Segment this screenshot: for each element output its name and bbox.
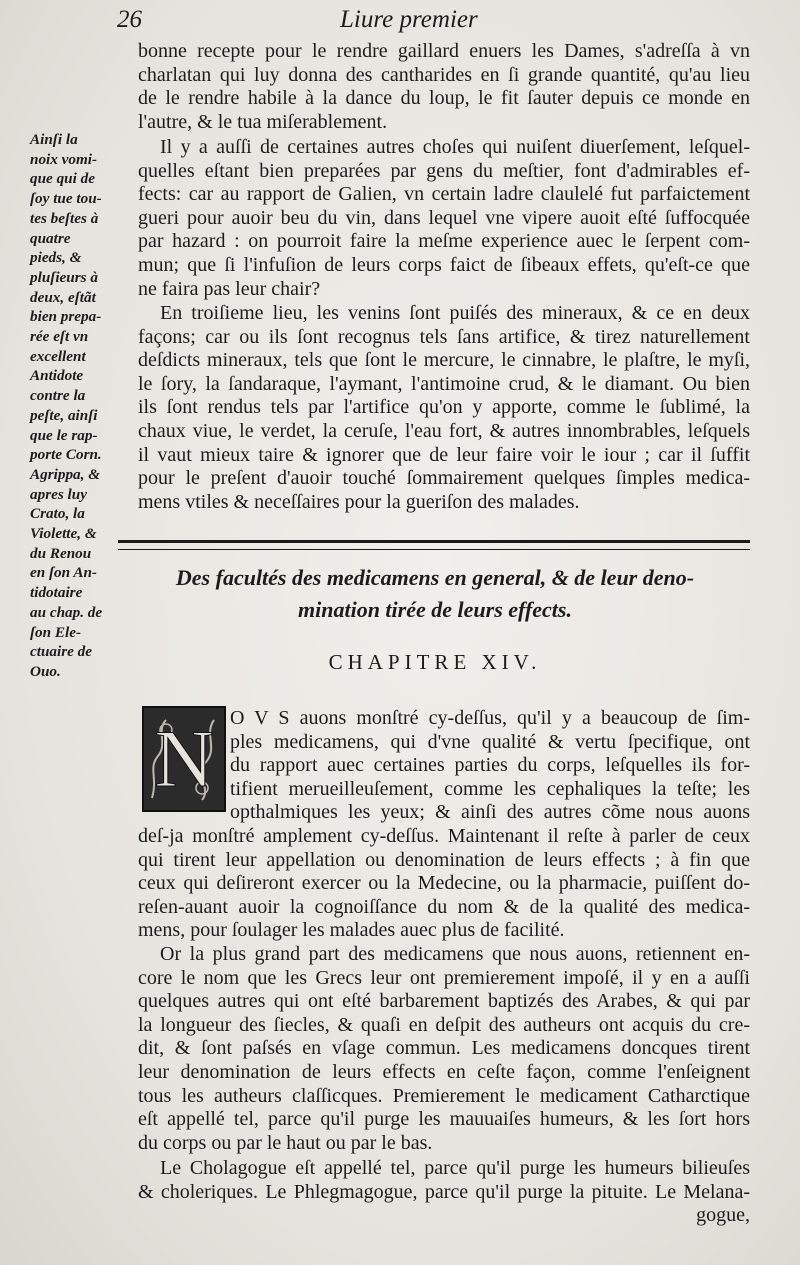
- margin-note-line: pieds, &: [30, 249, 82, 267]
- text-line: reſen-auant auoir la cognoiſſance du nom & de la qualité des medica-: [138, 895, 750, 918]
- margin-note-line: bien prepa-: [30, 308, 102, 326]
- margin-note: [30, 130, 114, 682]
- text-line: mun; que ſi l'infuſion de leurs corps faict de ſibeaux effets, qu'eſt-ce que: [138, 253, 750, 276]
- margin-note-line: Agrippa, &: [30, 465, 101, 483]
- section-rule: [118, 540, 750, 550]
- margin-note-line: en ſon An-: [30, 564, 97, 582]
- text-line: du corps ou par le haut ou par le bas.: [138, 1131, 433, 1154]
- margin-note-line: ctuaire de: [30, 643, 93, 661]
- svg-text:N: N: [154, 713, 214, 804]
- text-line: il vaut mieux taire & ignorer que de leur faire voir le iour ; car il ſuffit: [138, 443, 750, 466]
- text-line: l'autre, & le tua miſerablement.: [138, 110, 388, 133]
- margin-note-line: Ouo.: [30, 662, 61, 680]
- text-line: qui tirent leur appellation ou denomination de leurs effects ; à fin que: [138, 848, 750, 871]
- text-line: Il y a auſſi de certaines autres choſes qui nuiſent diuerſement, leſquel-: [160, 136, 750, 158]
- margin-note-line: peſte, ainſi: [30, 406, 98, 424]
- margin-note-line: contre la: [30, 387, 86, 405]
- text-line: dit, & ſont paſsés en vſage commun. Les medicamens doncques tirent: [138, 1037, 750, 1060]
- margin-note-line: noix vomi-: [30, 150, 98, 168]
- paragraph-3: [138, 302, 750, 514]
- text-line: quelques autres qui ont eſté barbarement baptizés des Arabes, & qui par: [138, 990, 750, 1013]
- margin-note-line: que le rap-: [30, 426, 98, 444]
- text-line: deſ-ja monſtré amplement cy-deſſus. Maintenant il reſte à parler de ceux: [138, 824, 750, 847]
- text-line: mens, pour ſoulager les malades auec plus de facilité.: [138, 919, 565, 942]
- text-line: ples medicamens, qui d'vne qualité & vertu ſpecifique, ont: [230, 730, 750, 753]
- text-line: Or la plus grand part des medicamens que nous auons, retiennent en-: [160, 943, 750, 965]
- margin-note-line: Ainſi la: [30, 131, 78, 148]
- text-line: ne faira pas leur chair?: [138, 277, 321, 300]
- margin-note-line: excellent: [30, 347, 86, 365]
- text-line: ils ſont rendus tels par l'artifice qu'on y apporte, comme le ſublimé, la: [138, 396, 750, 419]
- text-line: gogue,: [696, 1204, 750, 1227]
- paragraph-1: [138, 40, 750, 134]
- chapter-heading: CHAPITRE XIV.: [328, 650, 542, 674]
- margin-note-line: pluſieurs à: [30, 268, 98, 286]
- text-line: bonne recepte pour le rendre gaillard enuers les Dames, s'adreſſa à vn: [138, 40, 750, 62]
- margin-note-line: Crato, la: [30, 505, 85, 523]
- text-line: En troiſieme lieu, les venins ſont puiſés des mineraux, & ce en deux: [160, 302, 750, 324]
- text-line: & choleriques. Le Phlegmagogue, parce qu'il purge la pituite. Le Melana-: [138, 1180, 750, 1203]
- paragraph-5: [138, 943, 750, 1155]
- text-line: la longueur des ſiecles, & quaſi en deſpit des autheurs ont acquis du cre-: [138, 1013, 750, 1036]
- text-line: charlatan qui luy donna des cantharides en ſi grande quantité, qu'au lieu: [138, 63, 750, 86]
- text-line: Le Cholagogue eſt appellé tel, parce qu'il purge les humeurs bilieuſes: [160, 1157, 750, 1179]
- margin-note-line: ſon Ele-: [30, 623, 82, 641]
- section-title-line: mination tirée de leurs effects.: [298, 597, 572, 622]
- text-line: tifient merueilleuſement, comme les cephaliques la teſte; les: [230, 777, 750, 800]
- paragraph-6: [138, 1157, 750, 1228]
- margin-note-line: Violette, &: [30, 525, 97, 543]
- text-line: deſdicts mineraux, tels que ſont le mercure, le cinnabre, le plaſtre, le myſi,: [138, 349, 750, 372]
- text-line: le ſory, la ſandaraque, l'aymant, l'antimoine crud, & le diamant. Ou bien: [138, 372, 750, 395]
- text-line: eſt appellé tel, parce qu'il purge les mauuaiſes humeurs, & les ſort hors: [138, 1108, 750, 1131]
- paragraph-2: [138, 136, 750, 301]
- text-line: ceux qui deſireront exercer ou la Medecine, ou la pharmacie, puiſſent do-: [138, 872, 750, 895]
- section-title-line: Des facultés des medicamens en general, & de leur deno-: [175, 565, 695, 590]
- text-line: tous les autheurs claſſicques. Premierement le medicament Catharctique: [138, 1084, 750, 1107]
- margin-note-line: tidotaire: [30, 584, 83, 602]
- margin-note-line: du Renou: [30, 544, 92, 562]
- text-line: gueri pour auoir beu du vin, dans lequel vne vipere auoit eſté ſuffocquée: [138, 206, 750, 229]
- margin-note-line: porte Corn.: [30, 446, 102, 464]
- text-line: O V S auons monſtré cy-deſſus, qu'il y a beaucoup de ſim-: [230, 707, 750, 729]
- running-head: Liure premier: [340, 6, 478, 33]
- margin-note-line: Antidote: [30, 367, 84, 385]
- text-line: opthalmiques les yeux; & ainſi des autres cõme nous auons: [230, 801, 750, 824]
- section-title: [120, 562, 750, 626]
- text-line: façons; car ou ils ſont recognus tels ſans artifice, & tirez naturellement: [138, 325, 750, 348]
- margin-note-line: quatre: [30, 229, 71, 247]
- text-line: chaux viue, le verdet, la ceruſe, l'eau fort, & autres innombrables, leſquels: [138, 419, 750, 442]
- margin-note-line: apres luy: [30, 485, 87, 503]
- margin-note-line: que qui de: [30, 170, 95, 188]
- text-line: par hazard : on pourroit faire la meſme experience auec le ſerpent com-: [138, 230, 750, 253]
- margin-note-line: au chap. de: [30, 603, 103, 621]
- margin-note-line: rée eſt vn: [30, 328, 89, 346]
- page-number: 26: [117, 6, 142, 33]
- text-line: leur denomination de leurs effects en ceſte façon, comme l'enſeignent: [138, 1060, 750, 1083]
- text-line: core le nom que les Grecs leur ont premierement impoſé, il y en a auſſi: [138, 966, 750, 989]
- text-line: mens vtiles & neceſſaires pour la gueriſon des malades.: [138, 490, 580, 513]
- margin-note-line: tes beſtes à: [30, 209, 99, 227]
- text-line: fects: car au rapport de Galien, vn certain ladre claulelé fut parfaictement: [138, 183, 750, 206]
- text-line: du rapport auec certaines parties du corps, leſquelles ils for-: [230, 754, 750, 777]
- page-header: [0, 2, 800, 36]
- margin-note-line: deux, eſtãt: [30, 288, 96, 306]
- paragraph-4: [138, 707, 750, 943]
- text-line: quelles eſtant bien preparées par gens du meſtier, font d'admirables ef-: [138, 159, 750, 182]
- margin-note-line: ſoy tue tou-: [30, 190, 102, 208]
- text-line: de le rendre habile à la dance du loup, le fit ſauter depuis ce monde en: [138, 87, 750, 110]
- text-line: pour le preſent d'auoir touché ſommairement quelques ſimples medica-: [138, 467, 750, 490]
